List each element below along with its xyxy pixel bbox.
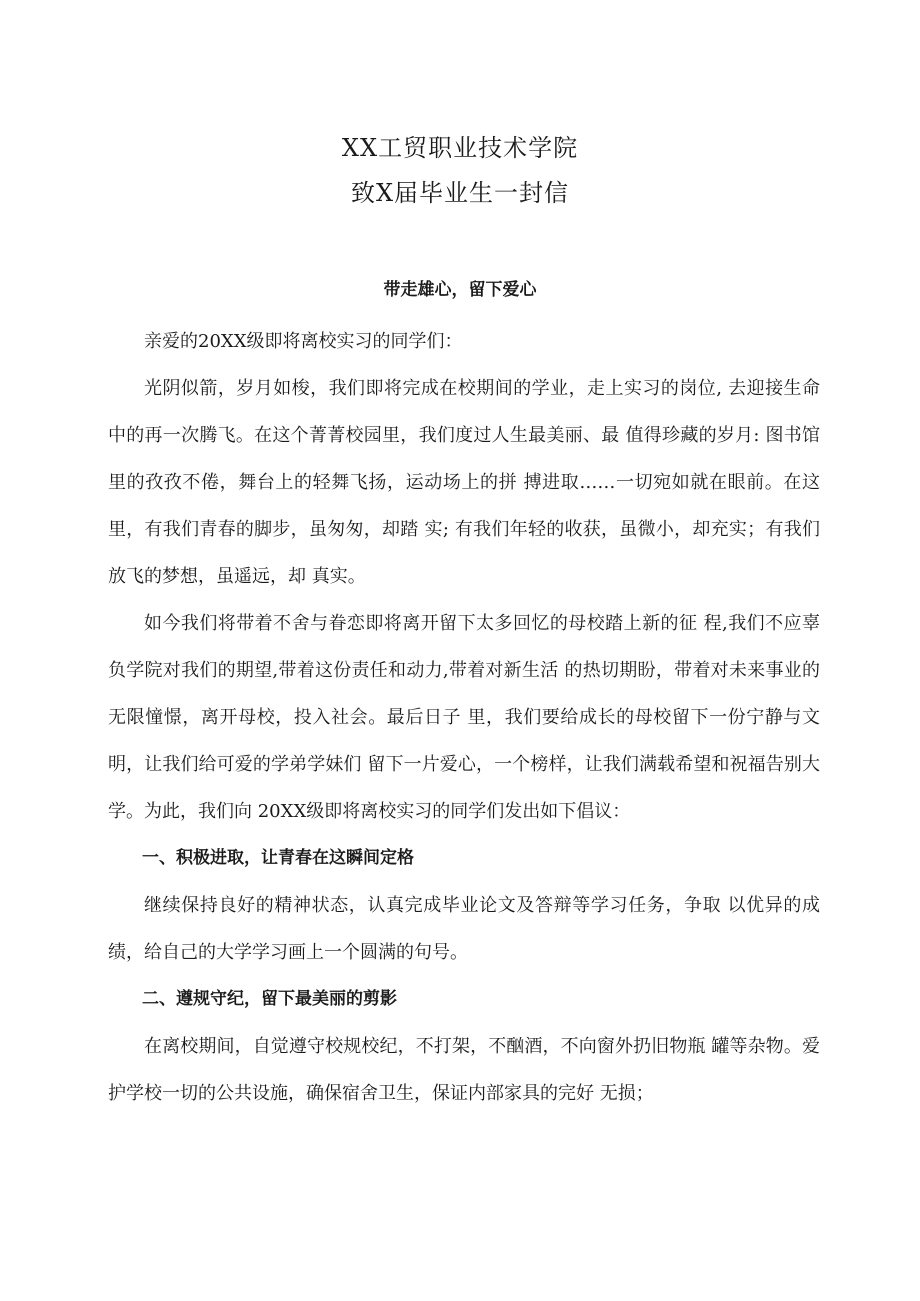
paragraph-2: 如今我们将带着不舍与眷恋即将离开留下太多回忆的母校踏上新的征 程,我们不应辜负学院对我们的期望,带着这份责任和动力,带着对新生活 的热切期盼，带着对未来事业的无限憧憬，离开母校，投入社会。最后日子 里，我们要给成长的母校留下一份宁静与文明，让我们给可爱的学弟学妹们 留下一片爱心，一个榜样，让我们满载希望和祝福告别大学。为此，我们向 20XX级即将离校实习的同学们发出如下倡议： bbox=[108, 613, 820, 822]
letter-subtitle: 带走雄心，留下爱心 bbox=[383, 280, 537, 300]
section-2-text: 在离校期间，自觉遵守校规校纪，不打架，不酗酒，不向窗外扔旧物瓶 罐等杂物。爱护学校一切的公共设施，确保宿舍卫生，保证内部家具的完好 无损； bbox=[108, 1036, 820, 1104]
letter-title: 致X届毕业生一封信 bbox=[350, 179, 570, 207]
college-title: XX工贸职业技术学院 bbox=[341, 134, 579, 162]
section-1-heading: 一、积极进取，让青春在这瞬间定格 bbox=[142, 848, 414, 868]
paragraph-1: 光阴似箭，岁月如梭，我们即将完成在校期间的学业，走上实习的岗位, 去迎接生命中的再一次腾飞。在这个菁菁校园里，我们度过人生最美丽、最 值得珍藏的岁月: 图书馆里的孜孜不倦，舞台上的轻舞飞扬，运动场上的拼 搏进取……一切宛如就在眼前。在这里，有我们青春的脚步，虽匆匆，却踏 实; 有我们年轻的收获，虽微小，却充实；有我们放飞的梦想，虽遥远，却 真实。 bbox=[108, 378, 820, 587]
letter-body bbox=[108, 318, 820, 1117]
salutation: 亲爱的20XX级即将离校实习的同学们： bbox=[144, 331, 463, 352]
section-2-heading: 二、遵规守纪，留下最美丽的剪影 bbox=[142, 989, 397, 1009]
section-1-text: 继续保持良好的精神状态，认真完成毕业论文及答辩等学习任务，争取 以优异的成绩，给自己的大学学习画上一个圆满的句号。 bbox=[108, 895, 820, 963]
